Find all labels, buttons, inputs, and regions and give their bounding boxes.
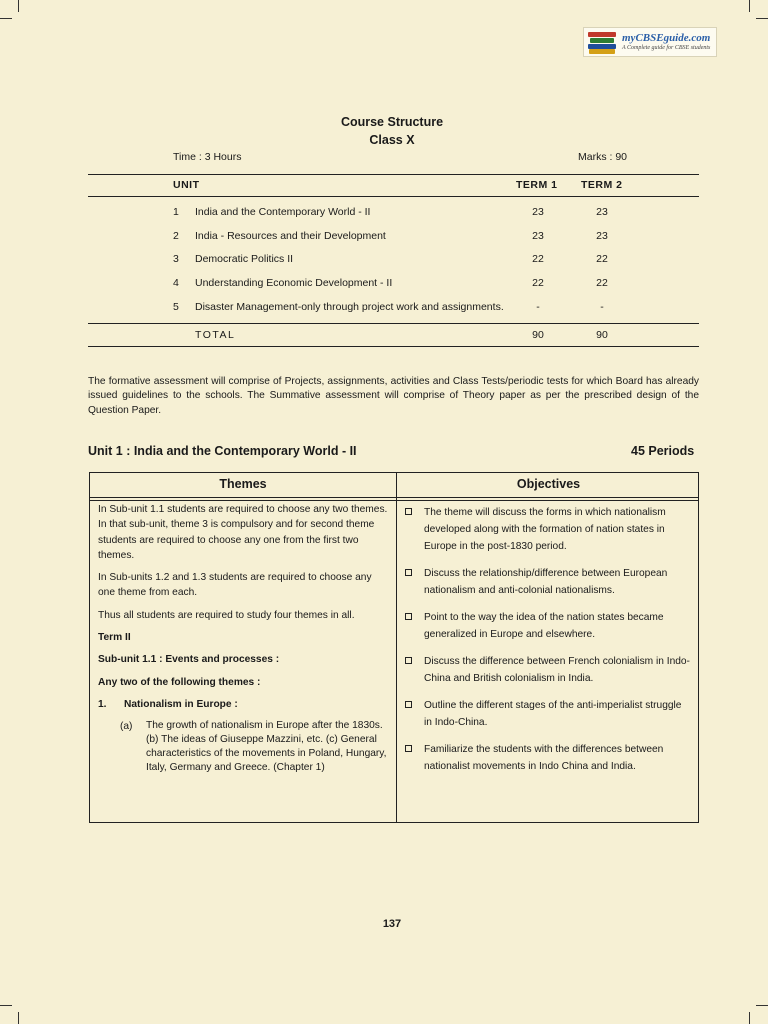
list-item (403, 697, 692, 731)
objective-text: The theme will discuss the forms in which nationalism developed along with the formation of nation states in Europe in the post-1830 period. (424, 507, 666, 552)
total-label: TOTAL (195, 329, 236, 341)
item-text: The growth of nationalism in Europe after the 1830s. (b) The ideas of Giuseppe Mazzini, etc. (c) General characteristics of the movements in Poland, Hungary, Italy, Germany and Greece. (Chapter 1) (146, 720, 387, 773)
objective-text: Discuss the relationship/difference between European nationalism and anti-colonial nationalisms. (424, 568, 668, 596)
unit-number: 1 (173, 206, 179, 218)
logo-name: myCBSEguide.com (622, 32, 711, 45)
term1-marks: 23 (532, 206, 544, 218)
themes-paragraph: In Sub-unit 1.1 students are required to choose any two themes. In that sub-unit, theme 3 is compulsory and for second theme students are required to choose any one from the first two themes. (98, 504, 388, 561)
term2-marks: 23 (596, 206, 608, 218)
term2-marks: 22 (596, 277, 608, 289)
col-header-term1: TERM 1 (516, 179, 558, 191)
item-label: (a) (120, 721, 133, 733)
total-term2: 90 (596, 329, 608, 341)
themes-header: Themes (219, 477, 267, 491)
table-rule (88, 196, 699, 197)
term2-marks: 23 (596, 230, 608, 242)
unit-name: Democratic Politics II (195, 253, 294, 265)
checkbox-bullet-icon (405, 657, 412, 664)
theme1-title: Nationalism in Europe : (124, 698, 238, 710)
themes-objectives-table (89, 472, 699, 823)
objectives-column (403, 504, 692, 785)
checkbox-bullet-icon (405, 701, 412, 708)
list-item (403, 504, 692, 555)
crop-mark (749, 0, 750, 12)
crop-mark (749, 1012, 750, 1024)
objective-text: Outline the different stages of the anti-imperialist struggle in Indo-China. (424, 700, 682, 728)
unit-name: Disaster Management-only through project work and assignments. (195, 301, 504, 313)
unit-name: India and the Contemporary World - II (195, 206, 371, 218)
any-two-label: Any two of the following themes : (98, 676, 261, 688)
checkbox-bullet-icon (405, 745, 412, 752)
term1-marks: 22 (532, 277, 544, 289)
crop-mark (18, 0, 19, 12)
checkbox-bullet-icon (405, 613, 412, 620)
table-rule (88, 323, 699, 324)
subunit-label: Sub-unit 1.1 : Events and processes : (98, 654, 280, 666)
term1-marks: 22 (532, 253, 544, 265)
crop-mark (0, 18, 12, 19)
checkbox-bullet-icon (405, 508, 412, 515)
crop-mark (18, 1012, 19, 1024)
list-item (403, 609, 692, 643)
unit-number: 4 (173, 277, 179, 289)
list-item (403, 741, 692, 775)
unit-number: 2 (173, 230, 179, 242)
themes-paragraph: Thus all students are required to study four themes in all. (98, 609, 355, 621)
term-label: Term II (98, 632, 131, 644)
checkbox-bullet-icon (405, 569, 412, 576)
table-rule (88, 174, 699, 175)
table-rule (88, 346, 699, 347)
page-number: 137 (382, 918, 402, 930)
crop-mark (756, 18, 768, 19)
theme1-heading (98, 697, 388, 712)
objectives-header: Objectives (516, 477, 581, 491)
crop-mark (0, 1005, 12, 1006)
col-header-term2: TERM 2 (581, 179, 623, 191)
unit-number: 5 (173, 301, 179, 313)
term1-marks: 23 (532, 230, 544, 242)
term2-marks: - (600, 301, 604, 313)
unit-name: Understanding Economic Development - II (195, 277, 393, 289)
col-header-unit: UNIT (173, 179, 200, 191)
objective-text: Point to the way the idea of the nation states became generalized in Europe and elsewhere. (424, 612, 664, 640)
theme1-number: 1. (98, 698, 107, 710)
logo-tagline: A Complete guide for CBSE students (622, 44, 711, 51)
term2-marks: 22 (596, 253, 608, 265)
page-subtitle: Class X (369, 133, 415, 147)
unit1-periods: 45 Periods (631, 444, 695, 458)
objective-text: Familiarize the students with the differences between nationalist movements in Indo China and India. (424, 744, 664, 772)
exam-marks: Marks : 90 (578, 151, 628, 163)
exam-time: Time : 3 Hours (173, 151, 242, 163)
theme1-item-a (120, 719, 388, 774)
mycbseguide-logo (583, 27, 717, 57)
objective-text: Discuss the difference between French colonialism in Indo-China and British colonialism in India. (424, 656, 690, 684)
books-icon (588, 30, 618, 54)
themes-paragraph: In Sub-units 1.2 and 1.3 students are required to choose any one theme from each. (98, 572, 372, 599)
list-item (403, 653, 692, 687)
list-item (403, 565, 692, 599)
themes-column (98, 502, 388, 774)
term1-marks: - (536, 301, 540, 313)
unit-name: India - Resources and their Development (195, 230, 386, 242)
total-term1: 90 (532, 329, 544, 341)
unit-number: 3 (173, 253, 179, 265)
unit1-title: Unit 1 : India and the Contemporary World - II (88, 444, 357, 458)
page-title: Course Structure (340, 115, 444, 129)
crop-mark (756, 1005, 768, 1006)
assessment-paragraph: The formative assessment will comprise of Projects, assignments, activities and Class Tests/periodic tests for which Board has already issued guidelines to the schools. The Summative assessment will comprise of Theory paper as per the prescribed design of the Question Paper. (88, 376, 699, 416)
